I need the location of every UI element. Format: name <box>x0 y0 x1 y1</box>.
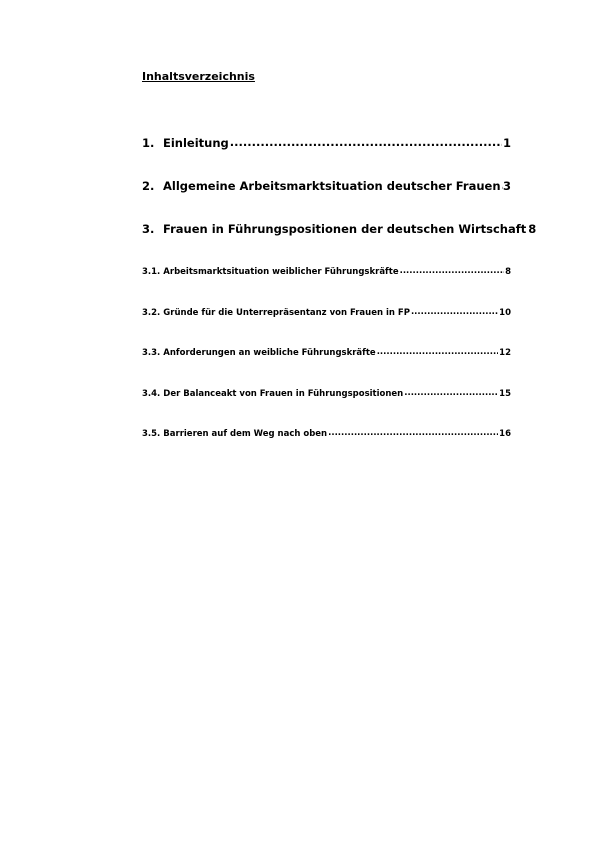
toc-entry-page: 10 <box>499 308 511 318</box>
toc-entry-number: 3.5. <box>142 429 161 439</box>
toc-dot-leader <box>377 347 498 357</box>
toc-entry-3-1[interactable] <box>142 267 511 277</box>
toc-entry-number: 3. <box>142 222 155 236</box>
toc-entry-3-3[interactable] <box>142 348 511 358</box>
toc-entry-text: Barrieren auf dem Weg nach oben <box>163 429 328 439</box>
toc-entry-page: 15 <box>499 389 511 399</box>
toc-entry-2[interactable] <box>142 179 511 193</box>
toc-entry-text: Gründe für die Unterrepräsentanz von Frauen in FP <box>163 308 410 318</box>
toc-dot-leader <box>328 428 498 438</box>
toc-entry-number: 3.1. <box>142 267 161 277</box>
toc-entry-page: 16 <box>499 429 511 439</box>
toc-entry-3-4[interactable] <box>142 389 511 399</box>
toc-entry-text: Einleitung <box>163 136 229 150</box>
toc-entry-number: 1. <box>142 136 155 150</box>
toc-entry-number: 3.3. <box>142 348 161 358</box>
toc-entry-3-2[interactable] <box>142 308 511 318</box>
toc-entry-page: 8 <box>505 267 511 277</box>
toc-entry-1[interactable] <box>142 136 511 150</box>
toc-entry-text: Der Balanceakt von Frauen in Führungspositionen <box>163 389 404 399</box>
toc-entry-page: 12 <box>499 348 511 358</box>
toc-entry-3[interactable] <box>142 222 537 236</box>
toc-entry-text: Frauen in Führungspositionen der deutschen Wirtschaft <box>163 222 527 236</box>
toc-entry-number: 3.2. <box>142 308 161 318</box>
toc-dot-leader <box>400 266 504 276</box>
toc-entry-number: 3.4. <box>142 389 161 399</box>
toc-entry-text: Anforderungen an weibliche Führungskräfte <box>163 348 376 358</box>
toc-entry-page: 8 <box>528 222 537 236</box>
toc-entry-text: Allgemeine Arbeitsmarktsituation deutscher Frauen <box>163 179 501 193</box>
toc-entry-number: 2. <box>142 179 155 193</box>
toc-title: Inhaltsverzeichnis <box>142 70 255 83</box>
toc-dot-leader <box>411 307 498 317</box>
toc-entry-3-5[interactable] <box>142 429 511 439</box>
toc-dot-leader <box>404 388 498 398</box>
toc-entry-text: Arbeitsmarktsituation weiblicher Führungskräfte <box>163 267 399 277</box>
toc-entry-page: 1 <box>502 136 511 150</box>
toc-dot-leader <box>230 135 502 149</box>
toc-entry-page: 3 <box>502 179 511 193</box>
